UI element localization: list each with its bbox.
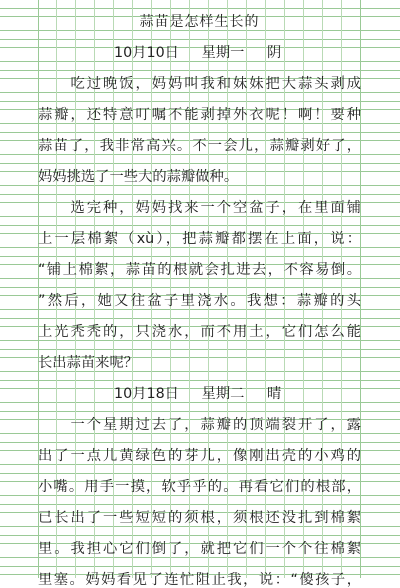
text-line: 出了一点儿黄绿色的芽儿，像刚出壳的小鸡的 <box>38 448 361 464</box>
text-line: 小嘴。用手一摸，软乎乎的。再看它们的根部， <box>38 479 361 495</box>
diary-date-header <box>38 387 361 401</box>
diary-weather: 晴 <box>266 386 282 402</box>
diary-date: 10月10日 <box>114 45 179 61</box>
text-line: 蒜瓣，还特意叮嘱不能剥掉外衣呢！啊！要种 <box>38 107 361 123</box>
text-line: 里塞。妈妈看见了连忙阻止我，说：“傻孩子， <box>38 572 361 588</box>
diary-date: 10月18日 <box>114 386 179 402</box>
text-line: 选完种，妈妈找来一个空盆子，在里面铺 <box>38 200 361 216</box>
diary-weekday: 星期一 <box>201 45 245 61</box>
text-line: 上光秃秃的，只浇水，而不用土，它们怎么能 <box>38 324 361 340</box>
diary-weather: 阴 <box>266 45 282 61</box>
diary-date-header <box>38 46 361 60</box>
text-line: 一个星期过去了，蒜瓣的顶端裂开了，露 <box>38 417 361 433</box>
diary-weekday: 星期二 <box>201 386 245 402</box>
text-line: 蒜苗了，我非常高兴。不一会儿，蒜瓣剥好了， <box>38 138 361 154</box>
text-line: 里。我担心它们倒了，就把它们一个个往棉絮 <box>38 541 361 557</box>
text-line: 上一层棉絮（xù），把蒜瓣都摆在上面，说： <box>38 231 361 247</box>
text-line: “铺上棉絮，蒜苗的根就会扎进去，不容易倒。 <box>38 262 361 278</box>
text-line: 已长出了一些短短的须根，须根还没扎到棉絮 <box>38 510 361 526</box>
text-line: 长出蒜苗来呢？ <box>38 355 139 371</box>
text-line: ”然后，她又往盆子里浇水。我想：蒜瓣的头 <box>38 293 361 309</box>
text-line: 吃过晚饭，妈妈叫我和妹妹把大蒜头剥成 <box>38 76 361 92</box>
essay-title: 蒜苗是怎样生长的 <box>139 14 260 30</box>
text-line: 妈妈挑选了一些大的蒜瓣做种。 <box>38 169 239 185</box>
